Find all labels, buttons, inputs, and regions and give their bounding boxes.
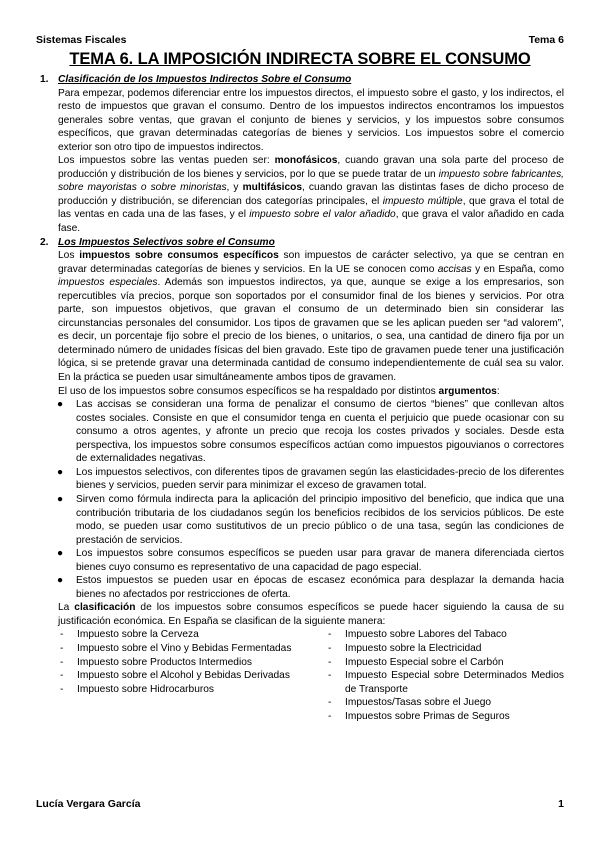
- section-heading-1: [36, 73, 564, 87]
- dash-icon: -: [328, 670, 332, 682]
- section-title: Los Impuestos Selectivos sobre el Consumo: [58, 236, 275, 248]
- paragraph: El uso de los impuestos sobre consumos específicos se ha respaldado por distintos argumentos:: [58, 385, 500, 397]
- section-title: Clasificación de los Impuestos Indirectos Sobre el Consumo: [58, 74, 352, 85]
- list-item: - Impuesto sobre Hidrocarburos: [60, 683, 215, 695]
- list-item: ● Los impuestos sobre consumos específicos se pueden usar para gravar de manera diferenciada ciertos bienes cuyo consumo es representativo de una capacidad de pago especial.: [57, 548, 564, 573]
- list-item: - Impuesto Especial sobre Determinados Medios de Transporte: [328, 670, 564, 695]
- bullet-icon: ●: [57, 466, 64, 478]
- dash-icon: -: [328, 710, 332, 722]
- page-footer: [36, 798, 564, 812]
- dash-icon: -: [60, 629, 64, 641]
- section-heading-2: [36, 236, 564, 250]
- list-item: - Impuesto sobre el Vino y Bebidas Fermentadas: [60, 642, 292, 654]
- topic-number: Tema 6: [528, 34, 564, 46]
- bullet-icon: ●: [57, 548, 64, 560]
- tax-classification-list: [58, 628, 564, 723]
- course-name: Sistemas Fiscales: [36, 34, 127, 46]
- section-number: 2.: [40, 236, 49, 248]
- page-title: TEMA 6. LA IMPOSICIÓN INDIRECTA SOBRE EL CONSUMO: [69, 50, 531, 68]
- list-item: ● Los impuestos selectivos, con diferentes tipos de gravamen según las elasticidades-precio de los diferentes bienes y servicios, pueden servir para minimizar el exceso de gravamen total.: [57, 466, 564, 492]
- bullet-icon: ●: [57, 493, 64, 505]
- paragraph: Para empezar, podemos diferenciar entre los impuestos directos, el impuesto sobre el gasto, y los indirectos, el resto de impuestos que gravan el consumo. Dentro de los impuestos indirectos encontramos los impuestos generales sobre ventas, que gravan el conjunto de bienes y servicios, y los impuestos sobre consumos específicos, que gravan determinadas categorías de bienes y servicios. Los impuestos sobre el comercio exterior son otro tipo de impuestos indirectos.: [58, 87, 564, 153]
- bullet-icon: ●: [57, 575, 64, 587]
- author-name: Lucía Vergara García: [36, 798, 141, 810]
- list-item: ● Sirven como fórmula indirecta para la aplicación del principio impositivo del beneficio, que indica que una contribución tributaria de los ciudadanos según los beneficios recibidos de los servicios públicos. De este modo, se pueden usar como sustitutivos de un precio público o de una tasa, según las condiciones de prestación de servicios.: [57, 493, 564, 546]
- page-number: 1: [558, 798, 564, 810]
- list-item: - Impuestos/Tasas sobre el Juego: [328, 697, 492, 709]
- list-item: - Impuesto Especial sobre el Carbón: [328, 656, 504, 668]
- list-column-right: [326, 628, 564, 723]
- bullet-icon: ●: [57, 399, 64, 411]
- list-item: - Impuesto sobre Labores del Tabaco: [328, 629, 507, 641]
- list-item: - Impuesto sobre el Alcohol y Bebidas Derivadas: [60, 670, 290, 682]
- list-item: ● Las accisas se consideran una forma de penalizar el consumo de ciertos “bienes” que conllevan altos costes sociales. Consiste en que el consumidor tenga en cuenta el perjuicio que puede ocasionar con su consumo a otros agentes, y afronte un precio que recoja los costes privados y sociales. Desde esta perspectiva, los impuestos sobre consumos específicos actúan como impuestos pigouvianos o correctores de externalidades negativas.: [57, 399, 564, 465]
- page-header: [36, 34, 564, 48]
- list-item: - Impuesto sobre Productos Intermedios: [60, 656, 252, 668]
- dash-icon: -: [328, 656, 332, 668]
- dash-icon: -: [60, 670, 64, 682]
- dash-icon: -: [60, 683, 64, 695]
- list-item: - Impuesto sobre la Electricidad: [328, 642, 482, 654]
- dash-icon: -: [328, 697, 332, 709]
- dash-icon: -: [60, 656, 64, 668]
- list-item: - Impuesto sobre la Cerveza: [60, 629, 199, 641]
- argument-list: [36, 398, 564, 601]
- section-number: 1.: [40, 74, 49, 85]
- list-item: - Impuestos sobre Primas de Seguros: [328, 710, 510, 722]
- dash-icon: -: [60, 642, 64, 654]
- dash-icon: -: [328, 629, 332, 641]
- paragraph: Los impuestos sobre las ventas pueden ser: monofásicos, cuando gravan una sola parte del proceso de producción y distribución de los bienes y servicios, por lo que se puede tratar de un impuesto sobre fabricantes, sobre mayoristas o sobre minoristas, y multifásicos, cuando gravan las distintas fases de dicho proceso de producción y distribución, se diferencian dos categorías principales, el impuesto múltiple, que grava el total de las ventas en cada una de las fases, y el impuesto sobre el valor añadido, que grava el valor añadido en cada fase.: [58, 155, 565, 235]
- paragraph: La clasificación de los impuestos sobre consumos específicos se puede hacer siguiendo la causa de su justificación económica. En España se clasifican de la siguiente manera:: [58, 602, 564, 627]
- list-item: ● Estos impuestos se pueden usar en épocas de escasez económica para desplazar la demanda hacia bienes no afectados por restricciones de oferta.: [57, 575, 564, 600]
- list-column-left: [58, 628, 311, 723]
- dash-icon: -: [328, 642, 332, 654]
- paragraph: Los impuestos sobre consumos específicos son impuestos de carácter selectivo, ya que se centran en gravar determinadas categorías de bienes y servicios. En la UE se conocen como accisas y en España, como impuestos especiales. Además son impuestos indirectos, ya que, aunque se exige a los empresarios, son repercutibles vía precios, porque son soportados por el consumidor final de los bienes y servicios. Por otra parte, son impuestos objetivos, que gravan el consumo de un determinado bien sin considerar las circunstancias personales del consumidor. Los tipos de gravamen que se les aplican pueden ser “ad valorem”, es decir, un porcentaje fijo sobre el precio de los bienes, o unitarios, o sea, una cantidad de dinero fija por un determinado número de unidades físicas del bien gravado. Este tipo de gravamen puede tener una justificación lógica, si se pretende gravar una determinada cantidad de consumo independientemente de cuál sea su valor. En la práctica se pueden usar simultáneamente ambos tipos de gravamen.: [58, 250, 565, 384]
- document-body: [36, 73, 564, 723]
